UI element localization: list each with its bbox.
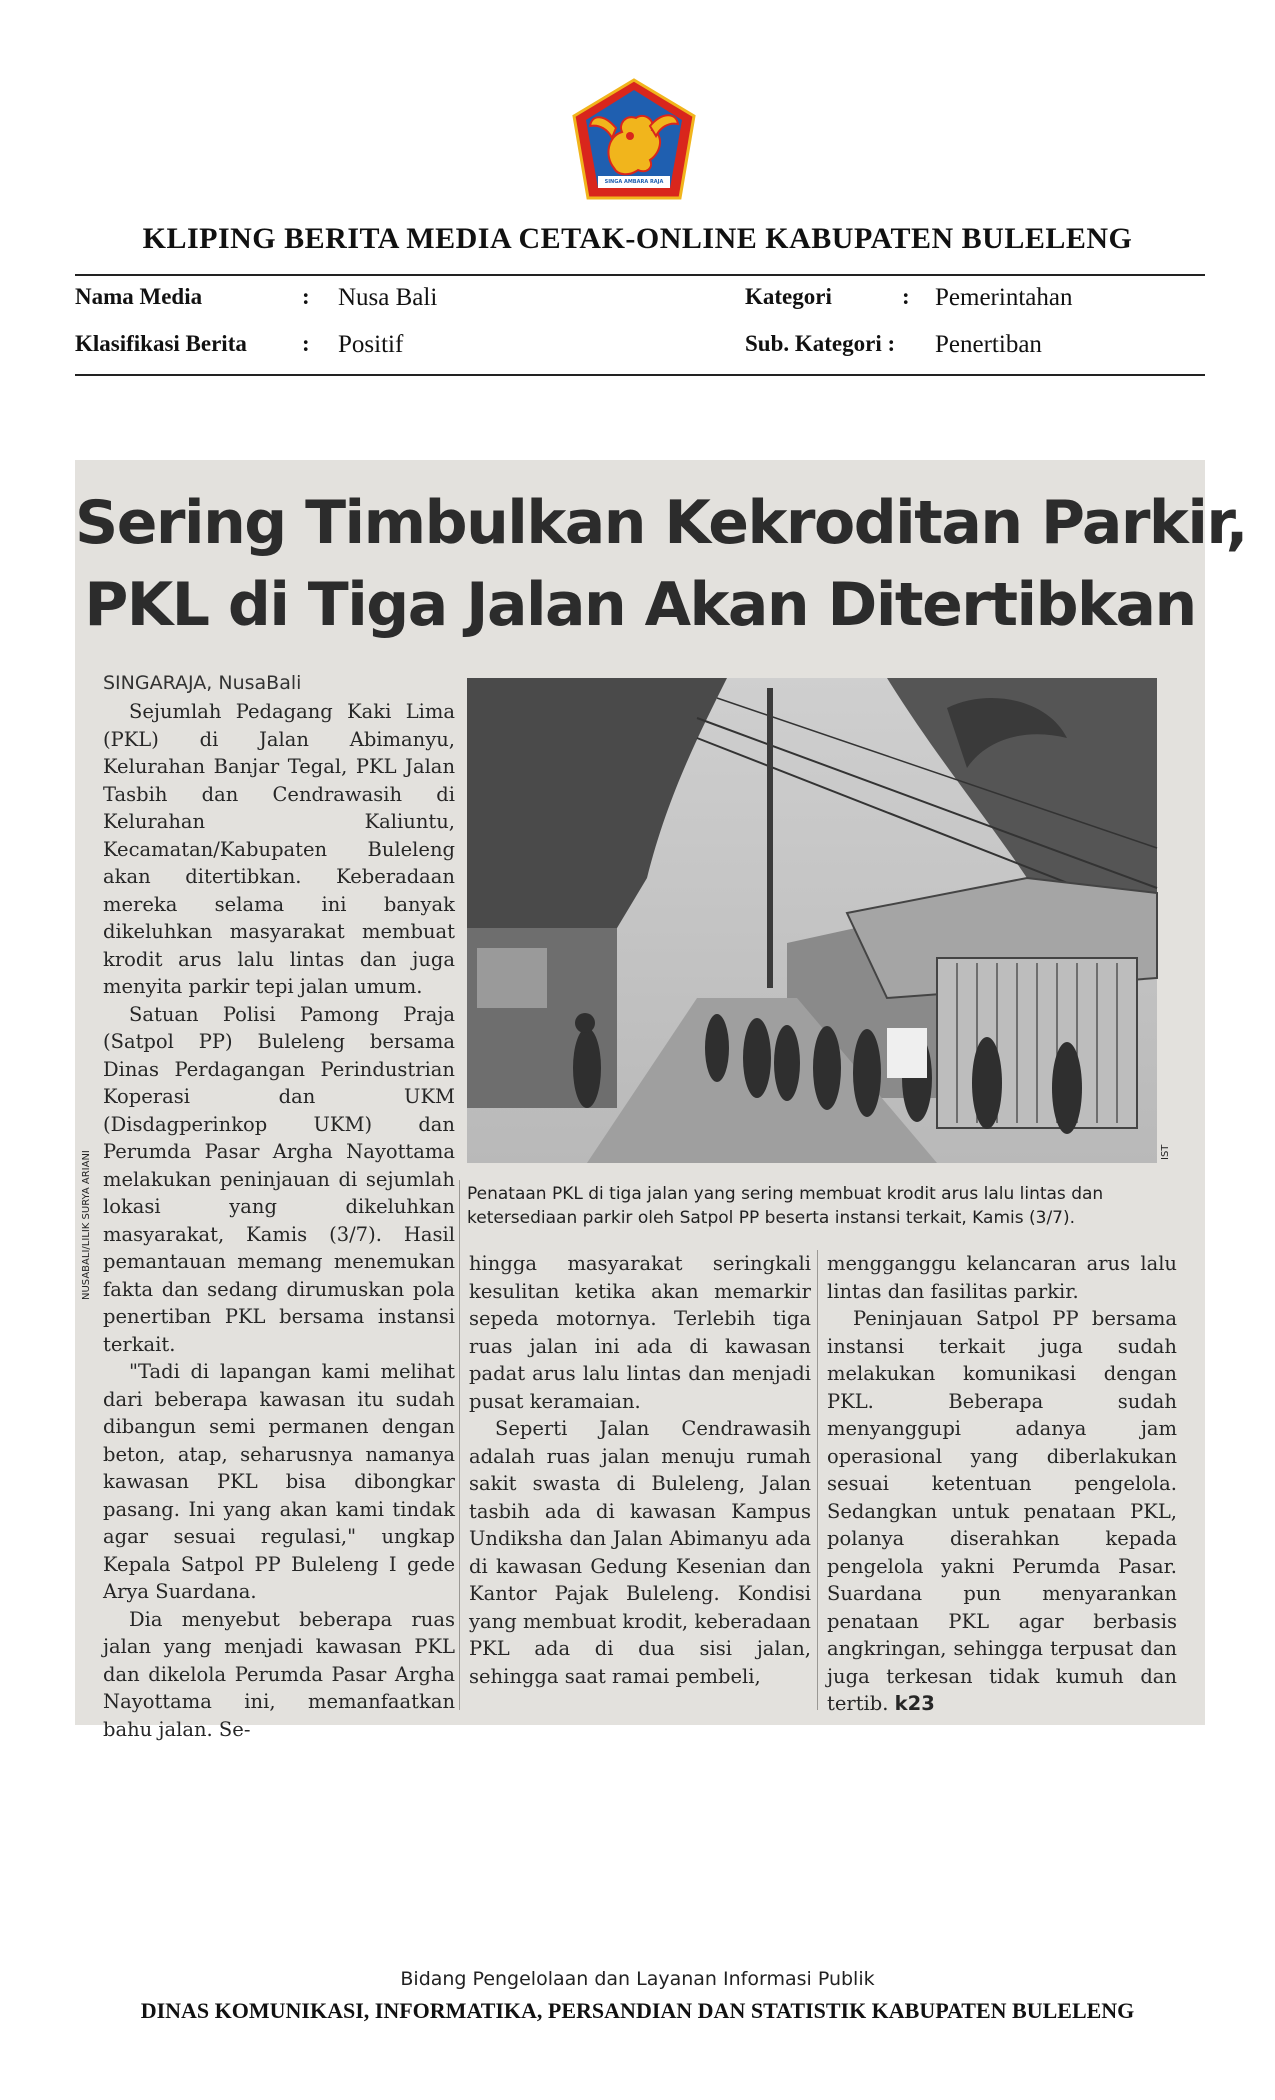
col1-paragraph: Sejumlah Pedagang Kaki Lima (PKL) di Jalan Abimanyu, Kelurahan Banjar Tegal, PKL Jalan Tasbih dan Cendrawasih di Kelurahan Kaliuntu, Kecamatan/Kabupaten Buleleng akan ditertibkan. Keberadaan mereka selama ini banyak dikeluhkan masyarakat membuat krodit arus lalu lintas dan juga menyita parkir tepi jalan umum.	[103, 700, 455, 998]
kategori-value: Pemerintahan	[935, 284, 1073, 311]
col1-paragraph: Dia menyebut beberapa ruas jalan yang menjadi kawasan PKL dan dikelola Perumda Pasar Argha Nayottama ini, memanfaatkan bahu jalan. Se-	[103, 1607, 455, 1741]
col3-paragraph	[827, 1305, 1177, 1718]
newspaper-clipping	[75, 460, 1247, 1741]
logo-banner-text: SINGA AMBARA RAJA	[604, 179, 664, 185]
headline-line-2: PKL di Tiga Jalan Akan Ditertibkan	[84, 570, 1196, 640]
klasifikasi-colon: :	[302, 331, 310, 356]
col1-paragraph: "Tadi di lapangan kami melihat dari beberapa kawasan itu sudah dibangun semi permanen dengan beton, atap, seharusnya namanya kawasan PKL bisa dibongkar pasang. Ini yang akan kami tindak agar sesuai regulasi," ungkap Kepala Satpol PP Buleleng I gede Arya Suardana.	[103, 1360, 455, 1603]
footer-division: Bidang Pengelolaan dan Layanan Informasi Publik	[400, 1968, 875, 1990]
article-column-2	[469, 1250, 811, 1690]
column-divider	[459, 1180, 460, 1710]
col2-paragraph: Seperti Jalan Cendrawasih adalah ruas jalan menuju rumah sakit swasta di Buleleng, Jalan tasbih ada di kawasan Kampus Undiksha dan Jalan Abimanyu ada di kawasan Gedung Kesenian dan Kantor Pajak Buleleng. Kondisi yang membuat krodit, keberadaan PKL ada di dua sisi jalan, sehingga saat ramai pembeli,	[469, 1417, 811, 1688]
article-column-1	[103, 698, 455, 1743]
photo-caption: Penataan PKL di tiga jalan yang sering membuat krodit arus lalu lintas dan ketersediaan parkir oleh Satpol PP beserta instansi terkait, Kamis (3/7).	[467, 1184, 1104, 1228]
col2-paragraph: hingga masyarakat seringkali kesulitan ketika akan memarkir sepeda motornya. Terlebih tiga ruas jalan ini ada di kawasan padat arus lalu lintas dan menjadi pusat keramaian.	[469, 1252, 811, 1413]
side-photo-credit: NUSABALI/LILIK SURYA ARIANI	[81, 1150, 92, 1300]
author-code: k23	[894, 1692, 935, 1715]
klasifikasi-value: Positif	[338, 331, 404, 358]
photo-credit: IST	[1160, 1144, 1171, 1160]
nama-media-colon: :	[302, 284, 310, 309]
header-rule	[75, 274, 1205, 276]
regency-logo	[564, 76, 704, 202]
headline-line-1: Sering Timbulkan Kekroditan Parkir,	[75, 488, 1247, 558]
kategori-colon: :	[902, 284, 910, 309]
klasifikasi-label: Klasifikasi Berita	[75, 331, 247, 356]
dateline: SINGARAJA, NusaBali	[103, 672, 302, 694]
col3-final-text: Peninjauan Satpol PP bersama instansi terkait juga sudah melakukan komunikasi dengan PKL. Beberapa sudah menyanggupi adanya jam operasional yang diberlakukan sesuai ketentuan pengelola. Sedangkan untuk penataan PKL, polanya diserahkan kepada pengelola yakni Perumda Pasar. Suardana pun menyarankan penataan PKL agar berbasis angkringan, sehingga terpusat dan juga terkesan tidak kumuh dan tertib.	[827, 1307, 1177, 1715]
sub-kategori-label: Sub. Kategori :	[745, 331, 896, 356]
article-column-3	[827, 1250, 1177, 1718]
meta-rule	[75, 374, 1205, 376]
column-divider	[817, 1250, 818, 1710]
article-photo	[467, 678, 1157, 1163]
nama-media-value: Nusa Bali	[338, 284, 438, 311]
nama-media-label: Nama Media	[75, 284, 203, 309]
col3-paragraph: mengganggu kelancaran arus lalu lintas dan fasilitas parkir.	[827, 1252, 1177, 1303]
col1-paragraph: Satuan Polisi Pamong Praja (Satpol PP) Buleleng bersama Dinas Perdagangan Perindustrian Koperasi dan UKM (Disdagperinkop UKM) dan Perumda Pasar Argha Nayottama melakukan peninjauan di sejumlah lokasi yang dikeluhkan masyarakat, Kamis (3/7). Hasil pemantauan memang menemukan fakta dan sedang dirumuskan pola penertiban PKL bersama instansi terkait.	[103, 1002, 455, 1356]
sub-kategori-value: Penertiban	[935, 331, 1042, 358]
page-title: KLIPING BERITA MEDIA CETAK-ONLINE KABUPATEN BULELENG	[142, 222, 1133, 255]
kategori-label: Kategori	[745, 284, 832, 309]
footer-agency: DINAS KOMUNIKASI, INFORMATIKA, PERSANDIAN DAN STATISTIK KABUPATEN BULELENG	[140, 1998, 1135, 2023]
